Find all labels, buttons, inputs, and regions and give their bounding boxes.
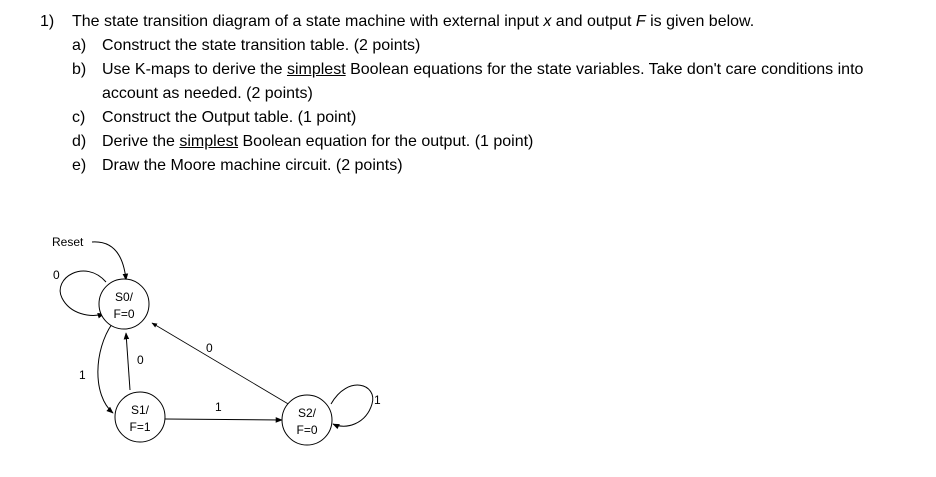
part-text: Use K-maps to derive the simplest Boolean equations for the state variables. Take don't care conditions into account as needed. (2 points): [102, 61, 864, 102]
transition-label: 0: [53, 268, 60, 282]
state-s0: [99, 279, 149, 329]
state-s1: [115, 392, 165, 442]
underlined-word: simplest: [179, 133, 239, 150]
state-circle: [99, 279, 149, 329]
state-name: S1/: [130, 403, 150, 417]
state-circle: [115, 392, 165, 442]
question-text-part: and output: [551, 13, 636, 30]
transition-label: 1: [374, 393, 381, 407]
transition-label: 1: [215, 400, 222, 414]
part-letter: e): [72, 157, 87, 174]
part-text: Construct the state transition table. (2 points): [102, 37, 421, 54]
state-output: F=1: [129, 420, 151, 434]
input-variable: x: [543, 13, 552, 30]
output-variable: F: [635, 13, 646, 30]
state-s2: [282, 395, 332, 445]
transition-label: 1: [79, 368, 86, 382]
part-letter: b): [72, 61, 87, 78]
transition-s1-s0: [126, 333, 130, 390]
transition-s2-self: [331, 385, 373, 426]
question-text-part: is given below.: [645, 13, 755, 30]
state-name: S2/: [297, 406, 317, 420]
transition-s0-s1: [98, 324, 113, 413]
underlined-word: simplest: [286, 61, 346, 78]
state-name: S0/: [114, 290, 134, 304]
state-circle: [282, 395, 332, 445]
part-letter: c): [72, 109, 86, 126]
state-output: F=0: [113, 307, 135, 321]
question-text-part: The state transition diagram of a state machine with external input: [72, 13, 544, 30]
state-output: F=0: [296, 423, 318, 437]
transition-s1-s2: [165, 419, 282, 420]
transition-s2-s0: [152, 323, 290, 405]
transition-label: 0: [137, 353, 144, 367]
question-number: 1): [40, 13, 55, 30]
part-text: Derive the simplest Boolean equation for the output. (1 point): [102, 133, 534, 150]
transition-label: 0: [206, 341, 213, 355]
part-text: Draw the Moore machine circuit. (2 points): [102, 157, 403, 174]
part-letter: a): [72, 37, 87, 54]
part-text: Construct the Output table. (1 point): [102, 109, 357, 126]
reset-label: Reset: [52, 235, 84, 249]
part-letter: d): [72, 133, 87, 150]
